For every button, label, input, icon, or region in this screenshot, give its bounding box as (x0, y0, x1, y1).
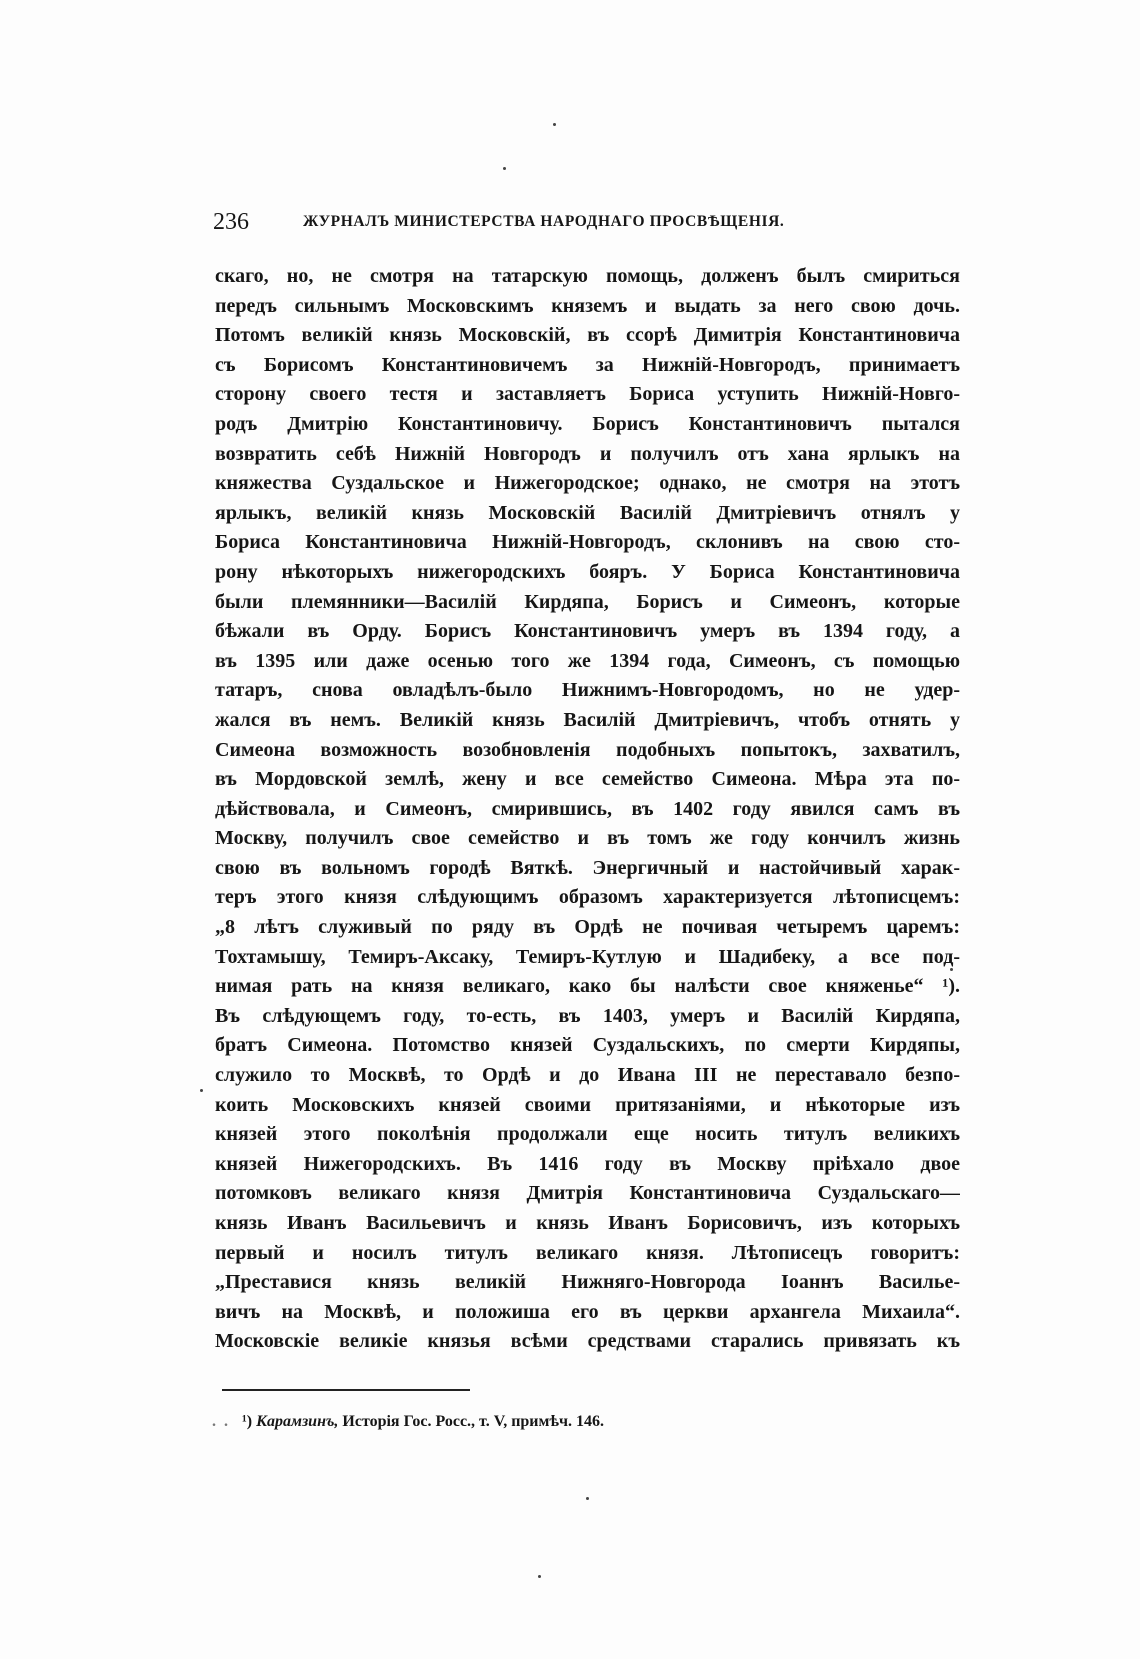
text-line: коить Московскихъ князей своими притязаніями, и нѣкоторые изъ (215, 1093, 960, 1116)
text-line: въ Мордовской землѣ, жену и все семейство Симеона. Мѣра эта по- (215, 768, 960, 791)
text-line: жался въ немъ. Великій князь Василій Дмитріевичъ, чтобъ отнять у (215, 708, 960, 731)
text-line: рону нѣкоторыхъ нижегородскихъ бояръ. У Бориса Константиновича (215, 560, 960, 583)
text-line: князей этого поколѣнія продолжали еще носить титулъ великихъ (215, 1123, 960, 1146)
scan-speck (586, 1497, 589, 1500)
text-line: Тохтамышу, Темиръ-Аксаку, Темиръ-Кутлую и Шадибеку, а все под- (215, 945, 960, 968)
text-line: съ Борисомъ Константиновичемъ за Нижній-Новгородъ, принимаетъ (215, 353, 960, 376)
text-line: первый и носилъ титулъ великаго князя. Лѣтописецъ говоритъ: (215, 1241, 960, 1264)
text-line: „Преставися князь великій Нижняго-Новгорода Іоаннъ Василье- (215, 1271, 960, 1294)
text-line: Потомъ великій князь Московскій, въ ссорѣ Димитрія Константиновича (215, 324, 960, 347)
text-line: скаго, но, не смотря на татарскую помощь, долженъ былъ смириться (215, 265, 960, 287)
footnote-divider (222, 1389, 470, 1391)
text-line: были племянники—Василій Кирдяпа, Борисъ и Симеонъ, которые (215, 590, 960, 613)
text-line: ярлыкъ, великій князь Московскій Василій Дмитріевичъ отнялъ у (215, 501, 960, 524)
footnote-reference: Исторія Гос. Росс., т. V, примѣч. 146. (342, 1413, 605, 1430)
scan-speck (503, 167, 506, 170)
footnote-marker: ¹) (242, 1413, 253, 1430)
running-title: ЖУРНАЛЪ МИНИСТЕРСТВА НАРОДНАГО ПРОСВѢЩЕНІЯ. (303, 213, 785, 230)
text-line: „8 лѣтъ служивый по ряду въ Ордѣ не почивая четыремъ царемъ: (215, 916, 960, 939)
text-line: Московскіе великіе князья всѣми средствами старались привязать къ (215, 1330, 960, 1353)
text-line: бѣжали въ Орду. Борисъ Константиновичъ умеръ въ 1394 году, а (215, 620, 960, 643)
text-line: родъ Дмитрію Константиновичу. Борисъ Константиновичъ пытался (215, 412, 960, 435)
text-line: братъ Симеона. Потомство князей Суздальскихъ, по смерти Кирдяпы, (215, 1034, 960, 1057)
text-line: Въ слѣдующемъ году, то-есть, въ 1403, умеръ и Василій Кирдяпа, (215, 1004, 960, 1027)
page-header (213, 205, 853, 239)
text-line: княжества Суздальское и Нижегородское; однако, не смотря на этотъ (215, 472, 960, 495)
text-line: князь Иванъ Васильевичъ и князь Иванъ Борисовичъ, изъ которыхъ (215, 1212, 960, 1234)
text-line: Бориса Константиновича Нижній-Новгородъ, склонивъ на свою сто- (215, 531, 960, 554)
footnote (212, 1409, 772, 1435)
text-line: возвратить себѣ Нижній Новгородъ и получилъ отъ хана ярлыкъ на (215, 442, 960, 465)
page-number: 236 (213, 209, 249, 235)
text-line: татаръ, снова овладѣлъ-было Нижнимъ-Новгородомъ, но не удер- (215, 679, 960, 702)
text-line: Москву, получилъ свое семейство и въ томъ же году кончилъ жизнь (215, 827, 960, 850)
text-line: дѣйствовала, и Симеонъ, смирившись, въ 1402 году явился самъ въ (215, 797, 960, 820)
text-line: потомковъ великаго князя Дмитрія Константиновича Суздальскаго— (215, 1182, 960, 1205)
text-line: сторону своего тестя и заставляетъ Бориса уступить Нижній-Новго- (215, 383, 960, 406)
text-line: передъ сильнымъ Московскимъ княземъ и выдать за него свою дочь. (215, 294, 960, 317)
scan-speck (553, 123, 556, 126)
text-line: нимая рать на князя великаго, како бы налѣсти свое княженье“ ¹). (215, 975, 960, 998)
text-line: свою въ вольномъ городѣ Вяткѣ. Энергичный и настойчивый харак- (215, 856, 960, 879)
text-line: въ 1395 или даже осенью того же 1394 года, Симеонъ, съ помощью (215, 649, 960, 672)
body-text (215, 262, 960, 1357)
text-line: вичъ на Москвѣ, и положиша его въ церкви архангела Михаила“. (215, 1300, 960, 1323)
footnote-leader-dots: . . (212, 1413, 230, 1430)
scan-speck (200, 1089, 203, 1092)
scan-speck (538, 1575, 541, 1578)
text-line: Симеона возможность возобновленія подобныхъ попытокъ, захватилъ, (215, 738, 960, 761)
text-line: служило то Москвѣ, то Ордѣ и до Ивана III не переставало безпо- (215, 1064, 960, 1087)
footnote-author: Карамзинъ, (256, 1413, 339, 1430)
text-line: теръ этого князя слѣдующимъ образомъ характеризуется лѣтописцемъ: (215, 886, 960, 909)
text-line: князей Нижегородскихъ. Въ 1416 году въ Москву пріѣхало двое (215, 1152, 960, 1175)
